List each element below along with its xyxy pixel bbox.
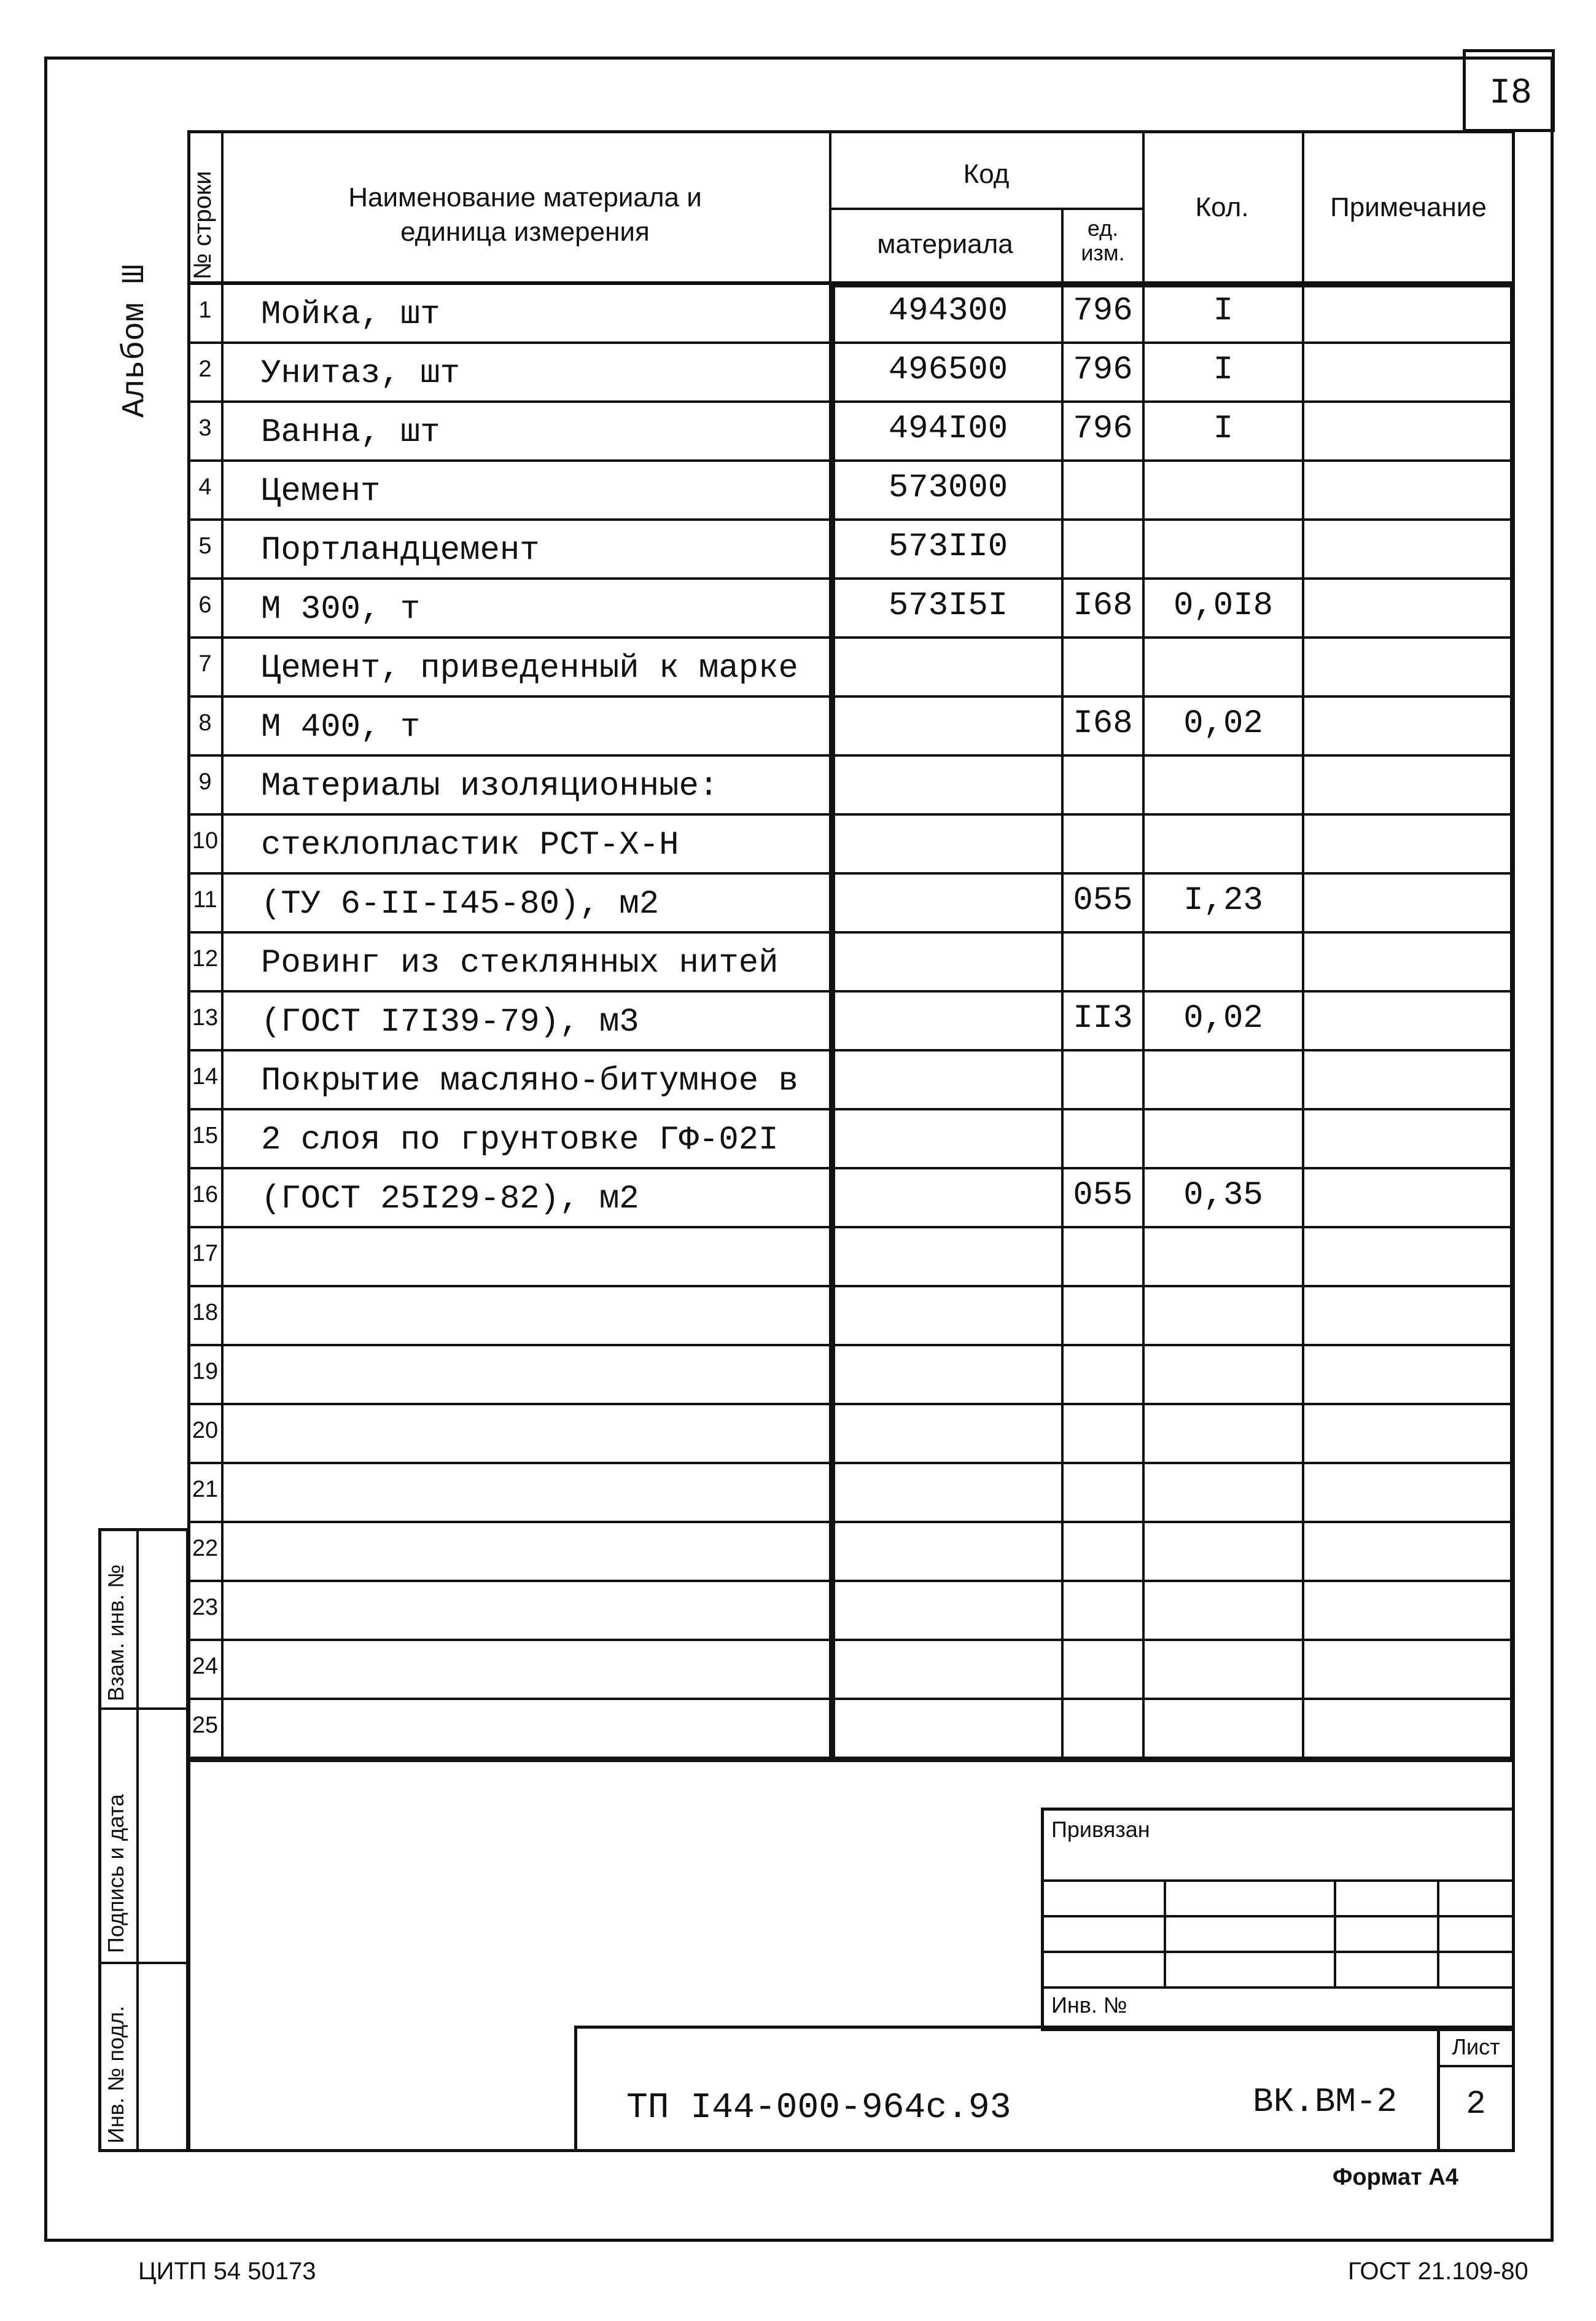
row-divider: [187, 1521, 1515, 1523]
row-divider: [187, 577, 1515, 580]
row-number: 4: [198, 474, 212, 500]
row-divider: [187, 1580, 1515, 1582]
row-name: Ровинг из стеклянных нитей: [261, 945, 779, 982]
row-number: 8: [198, 710, 212, 736]
row-qty: I,23: [1183, 882, 1263, 919]
row-divider: [187, 518, 1515, 521]
doc-code: ТП I44-000-964с.93: [626, 2088, 1011, 2128]
side-podpis: Подпись и дата: [103, 1794, 128, 1953]
row-divider: [187, 1285, 1515, 1287]
row-divider: [187, 695, 1515, 698]
row-name: Цемент, приведенный к марке: [261, 650, 798, 687]
row-name: Мойка, шт: [261, 296, 440, 334]
row-unit: 796: [1073, 410, 1133, 448]
sheet-code: ВК.ВМ-2: [1253, 2082, 1398, 2121]
row-number: 17: [192, 1241, 219, 1266]
col-line-no: [221, 130, 224, 1761]
privyazan-line4: [1041, 1986, 1515, 1989]
row-name: Цемент: [261, 473, 381, 510]
header-bottom: [187, 281, 1515, 285]
footer-right: ГОСТ 21.109-80: [1348, 2258, 1528, 2285]
row-number: 5: [198, 533, 212, 559]
album-label: Альбом Ш: [117, 264, 153, 418]
row-unit: 796: [1073, 351, 1133, 389]
row-unit: II3: [1073, 1000, 1133, 1037]
row-divider: [187, 1167, 1515, 1169]
list-label: Лист: [1452, 2034, 1500, 2059]
row-number: 19: [192, 1359, 219, 1384]
header-name-line1: Наименование материала и: [348, 182, 702, 213]
sheet-number: I8: [1489, 74, 1532, 114]
header-note: Примечание: [1330, 192, 1487, 222]
row-code: 496500: [888, 351, 1008, 389]
row-number: 2: [198, 356, 212, 382]
list-number: 2: [1466, 2086, 1486, 2123]
privyazan-label: Привязан: [1051, 1817, 1150, 1842]
row-divider: [187, 1344, 1515, 1346]
row-number: 24: [192, 1653, 219, 1679]
row-qty: I: [1213, 410, 1234, 448]
row-code: 573000: [888, 469, 1008, 507]
row-divider: [187, 1226, 1515, 1228]
row-number: 12: [192, 946, 219, 972]
privyazan-col3: [1437, 1879, 1439, 1986]
row-code: 494300: [888, 292, 1008, 330]
side-vzam: Взам. инв. №: [103, 1564, 128, 1701]
row-qty: 0,02: [1183, 705, 1263, 743]
format-label: Формат А4: [1333, 2164, 1458, 2190]
row-number: 22: [192, 1535, 219, 1561]
row-number: 10: [192, 828, 219, 854]
row-divider: [187, 1108, 1515, 1110]
row-number: 20: [192, 1418, 219, 1443]
row-unit: 055: [1073, 1177, 1133, 1214]
side-stamp-split: [136, 1528, 139, 2152]
row-name: Материалы изоляционные:: [261, 768, 719, 805]
row-name: М 300, т: [261, 591, 421, 628]
privyazan-line1: [1041, 1879, 1515, 1882]
row-divider: [187, 636, 1515, 639]
row-name: (ТУ 6-II-I45-80), м2: [261, 886, 660, 923]
row-name: (ГОСТ 25I29-82), м2: [261, 1180, 639, 1218]
row-code: 573I5I: [888, 587, 1008, 625]
row-number: 21: [192, 1476, 219, 1502]
row-qty: I: [1213, 292, 1234, 330]
row-unit: I68: [1073, 705, 1133, 743]
privyazan-line2: [1041, 1915, 1515, 1917]
row-divider: [187, 400, 1515, 403]
row-divider: [187, 1639, 1515, 1641]
header-name-line2: единица измерения: [400, 217, 650, 247]
row-divider: [187, 990, 1515, 993]
row-qty: 0,35: [1183, 1177, 1263, 1214]
row-qty: 0,0I8: [1173, 587, 1274, 625]
row-number: 15: [192, 1123, 219, 1149]
row-number: 14: [192, 1064, 219, 1090]
row-number: 7: [198, 651, 212, 677]
row-code: 494I00: [888, 410, 1008, 448]
header-row-no: № строки: [189, 171, 216, 279]
header-code-split: [829, 208, 1143, 210]
list-box-split: [1437, 2065, 1515, 2067]
row-divider: [187, 931, 1515, 934]
row-divider: [187, 341, 1515, 344]
row-divider: [187, 813, 1515, 816]
header-qty: Кол.: [1195, 192, 1249, 222]
row-name: М 400, т: [261, 709, 421, 746]
footer-left: ЦИТП 54 50173: [138, 2258, 316, 2285]
row-code: 573II0: [888, 528, 1008, 566]
row-unit: 796: [1073, 292, 1133, 330]
row-divider: [187, 754, 1515, 757]
row-name: Унитаз, шт: [261, 355, 461, 392]
privyazan-col1: [1164, 1879, 1166, 1986]
row-unit: 055: [1073, 882, 1133, 919]
privyazan-col2: [1334, 1879, 1336, 1986]
privyazan-line3: [1041, 1951, 1515, 1953]
row-number: 3: [198, 415, 212, 441]
row-divider: [187, 459, 1515, 462]
row-number: 6: [198, 592, 212, 618]
header-code-unit: ед. изм.: [1081, 216, 1125, 265]
row-divider: [187, 1403, 1515, 1405]
row-divider: [187, 872, 1515, 875]
row-number: 18: [192, 1300, 219, 1325]
row-divider: [187, 1049, 1515, 1051]
side-stamp-line1: [98, 1707, 189, 1710]
row-unit: I68: [1073, 587, 1133, 625]
col-line-note: [1302, 130, 1304, 1761]
col-line-code: [829, 130, 831, 1761]
row-name: (ГОСТ I7I39-79), м3: [261, 1004, 639, 1041]
row-qty: 0,02: [1183, 1000, 1263, 1037]
row-divider: [187, 1698, 1515, 1700]
header-code-material: материала: [877, 229, 1013, 259]
row-number: 9: [198, 769, 212, 795]
row-number: 23: [192, 1594, 219, 1620]
row-name: стеклопластик РСТ-Х-Н: [261, 827, 679, 864]
row-divider: [187, 1462, 1515, 1464]
row-number: 13: [192, 1005, 219, 1031]
row-number: 25: [192, 1712, 219, 1738]
row-name: Покрытие масляно-битумное в: [261, 1063, 798, 1100]
row-number: 1: [198, 297, 212, 323]
side-stamp-line2: [98, 1962, 189, 1964]
row-name: Портландцемент: [261, 532, 540, 569]
header-code: Код: [963, 159, 1010, 189]
row-number: 16: [192, 1182, 219, 1207]
row-qty: I: [1213, 351, 1234, 389]
row-number: 11: [193, 887, 217, 913]
side-inv-podl: Инв. № подл.: [103, 2005, 128, 2144]
row-name: 2 слоя по грунтовке ГФ-02I: [261, 1121, 779, 1159]
row-name: Ванна, шт: [261, 414, 440, 451]
inv-no-label: Инв. №: [1051, 1992, 1127, 2018]
